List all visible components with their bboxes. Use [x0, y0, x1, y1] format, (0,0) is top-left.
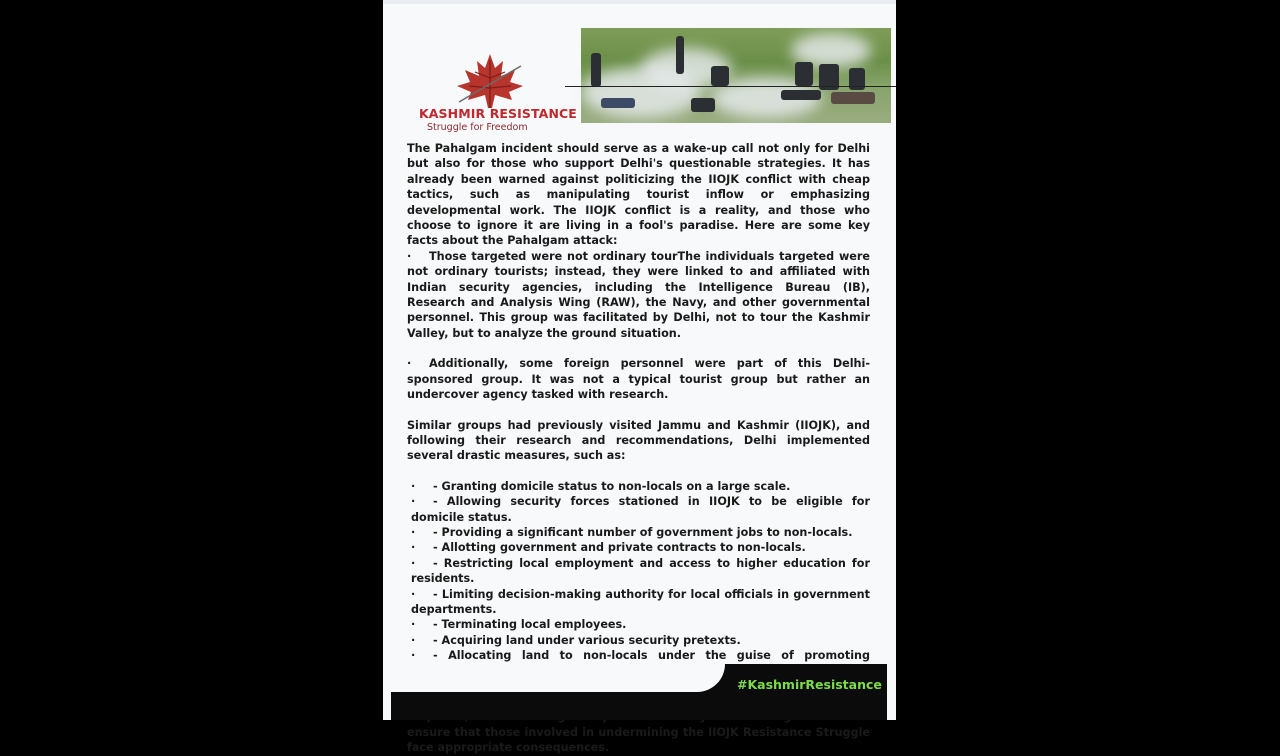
list-item: · - Allowing security forces stationed in IIOJK to be eligible for domicile status. [411, 495, 870, 524]
document-page [383, 0, 896, 755]
maple-leaf-icon [455, 52, 525, 110]
bullet: · [407, 357, 412, 371]
list-item: · - Allotting government and private contracts to non-locals. [411, 541, 806, 555]
divider-line [565, 86, 896, 87]
brand-tagline: Struggle for Freedom [427, 122, 528, 133]
top-edge [383, 0, 896, 4]
list-item: · - Acquiring land under various security pretexts. [411, 633, 741, 647]
fact-item: · Those targeted were not ordinary tourThe individuals targeted were not ordinary tourists; instead, they were linked to and affiliated with Indian security agencies, including the Intelligence Bureau (IB), Research and Analysis Wing (RAW), the Navy, and other governmental personnel. This group was facilitated by Delhi, not to tour the Kashmir Valley, but to analyze the ground situation. [407, 249, 870, 340]
list-item: · - Limiting decision-making authority for local officials in government departments. [411, 587, 870, 616]
list-item: · - Providing a significant number of government jobs to non-locals. [411, 525, 853, 539]
brand-name: KASHMIR RESISTANCE [419, 106, 577, 121]
footer-bar [391, 664, 887, 720]
measures-list [407, 479, 870, 679]
header-photo [581, 28, 891, 123]
list-item: · - Restricting local employment and access to higher education for residents. [411, 556, 870, 586]
fact-item: · Additionally, some foreign personnel were part of this Delhi-sponsored group. It was not a typical tourist group but rather an undercover agency tasked with research. [407, 357, 870, 402]
hashtag-link[interactable]: #KashmirResistance [737, 677, 882, 692]
conclusion-paragraph: ensure that those involved in undermining the IIOJK Resistance Struggle face appropriate consequences. [407, 725, 870, 755]
list-item: · - Terminating local employees. [411, 618, 627, 632]
measures-intro: Similar groups had previously visited Jammu and Kashmir (IIOJK), and following their research and recommendations, Delhi implemented several drastic measures, such as: [407, 418, 870, 463]
list-item: · - Granting domicile status to non-locals on a large scale. [411, 479, 791, 493]
intro-paragraph: The Pahalgam incident should serve as a wake-up call not only for Delhi but also for those who support Delhi's questionable strategies. It has already been warned against politicizing the IIOJK conflict with cheap tactics, such as manipulating tourist inflow or emphasizing developmental work. The IIOJK conflict is a reality, and those who choose to ignore it are living in a fool's paradise. Here are some key facts about the Pahalgam attack: [407, 142, 870, 248]
bullet: · [407, 249, 412, 263]
list-item: · - Allocating land to non-locals under the guise of promoting [411, 649, 870, 663]
logo [413, 52, 577, 136]
